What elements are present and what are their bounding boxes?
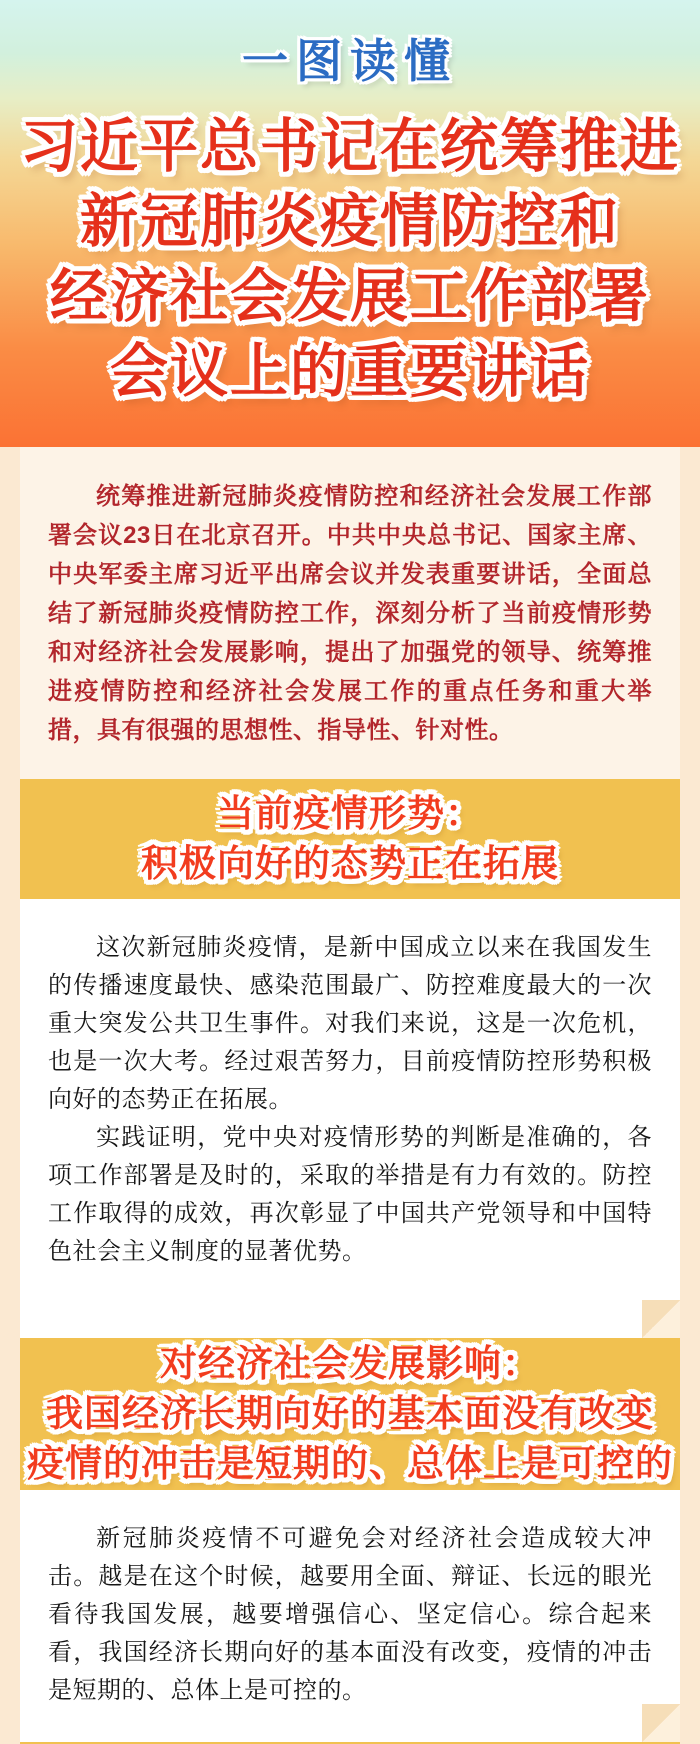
- intro-paragraph: 统筹推进新冠肺炎疫情防控和经济社会发展工作部署会议23日在北京召开。中共中央总书记、国家主席、中央军委主席习近平出席会议并发表重要讲话，全面总结了新冠肺炎疫情防控工作，深刻分析了当前疫情形势和对经济社会发展影响，提出了加强党的领导、统筹推进疫情防控和经济社会发展工作的重点任务和重大举措，具有很强的思想性、指导性、针对性。: [48, 483, 652, 744]
- banner-epidemic-situation: [20, 779, 680, 899]
- content-column: [20, 447, 680, 1744]
- main-title-line-1: 习近平总书记在统筹推进: [19, 112, 680, 180]
- main-title: [0, 109, 700, 409]
- badge-title: 一图读懂: [242, 35, 458, 87]
- banner-economic-impact: [20, 1338, 680, 1490]
- banner-line: 我国经济长期向好的基本面没有改变: [46, 1393, 654, 1434]
- content-card-economic-impact: [20, 1490, 680, 1742]
- banner-line: 疫情的冲击是短期的、总体上是可控的: [27, 1443, 673, 1484]
- paragraph: 这次新冠肺炎疫情，是新中国成立以来在我国发生的传播速度最快、感染范围最广、防控难度最大的一次重大突发公共卫生事件。对我们来说，这是一次危机，也是一次大考。经过艰苦努力，目前疫情防控形势积极向好的态势正在拓展。: [48, 934, 652, 1113]
- paragraph: 新冠肺炎疫情不可避免会对经济社会造成较大冲击。越是在这个时候，越要用全面、辩证、长远的眼光看待我国发展，越要增强信心、坚定信心。综合起来看，我国经济长期向好的基本面没有改变，疫情的冲击是短期的、总体上是可控的。: [48, 1525, 652, 1704]
- intro-card: [20, 447, 680, 779]
- banner-line: 积极向好的态势正在拓展: [141, 843, 559, 884]
- main-title-line-2: 新冠肺炎疫情防控和: [79, 187, 620, 255]
- banner-line: 当前疫情形势：: [217, 793, 483, 834]
- content-card-epidemic-situation: [20, 899, 680, 1338]
- paragraph: 实践证明，党中央对疫情形势的判断是准确的，各项工作部署是及时的，采取的举措是有力有效的。防控工作取得的成效，再次彰显了中国共产党领导和中国特色社会主义制度的显著优势。: [48, 1124, 652, 1265]
- header-gradient: [0, 0, 700, 447]
- folded-corner: [642, 1704, 680, 1742]
- banner-line: 对经济社会发展影响：: [160, 1343, 540, 1384]
- folded-corner: [642, 1300, 680, 1338]
- main-title-line-4: 会议上的重要讲话: [109, 337, 590, 405]
- main-title-line-3: 经济社会发展工作部署: [49, 262, 650, 330]
